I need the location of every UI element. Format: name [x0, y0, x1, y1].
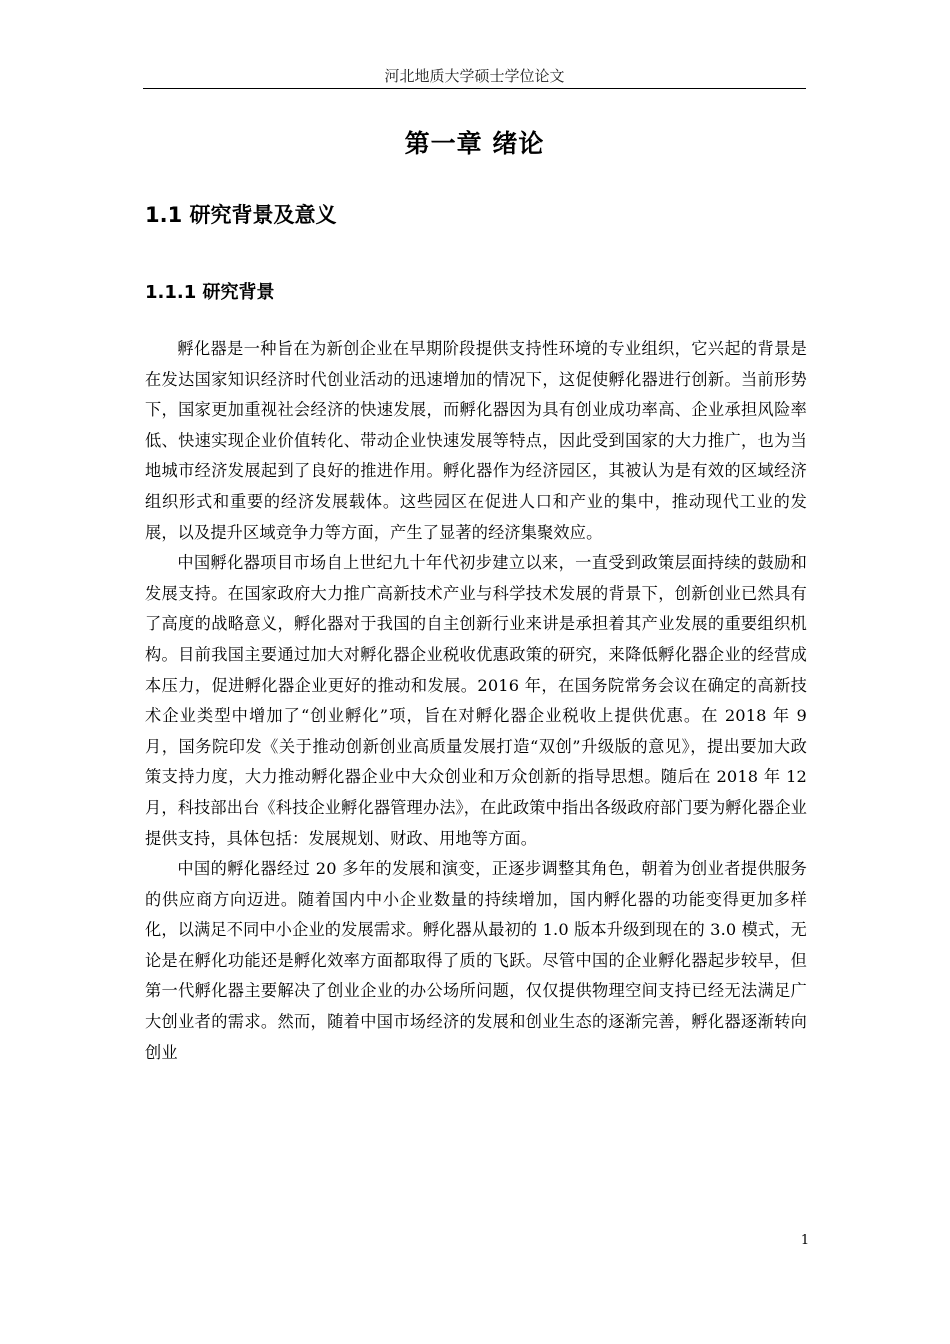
paragraph-2: 中国孵化器项目市场自上世纪九十年代初步建立以来，一直受到政策层面持续的鼓励和发展支持。在国家政府大力推广高新技术产业与科学技术发展的背景下，创新创业已然具有了高度的战略意义，孵化器对于我国的自主创新行业来讲是承担着其产业发展的重要组织机构。目前我国主要通过加大对孵化器企业税收优惠政策的研究，来降低孵化器企业的经营成本压力，促进孵化器企业更好的推动和发展。2016 年，在国务院常务会议在确定的高新技术企业类型中增加了“创业孵化”项，旨在对孵化器企业税收上提供优惠。在 2018 年 9 月，国务院印发《关于推动创新创业高质量发展打造“双创”升级版的意见》，提出要加大政策支持力度，大力推动孵化器企业中大众创业和万众创新的指导思想。随后在 2018 年 12 月，科技部出台《科技企业孵化器管理办法》，在此政策中指出各级政府部门要为孵化器企业提供支持，具体包括：发展规划、财政、用地等方面。 — [145, 553, 807, 848]
paragraph-3: 中国的孵化器经过 20 多年的发展和演变，正逐步调整其角色，朝着为创业者提供服务的供应商方向迈进。随着国内中小企业数量的持续增加，国内孵化器的功能变得更加多样化，以满足不同中小企业的发展需求。孵化器从最初的 1.0 版本升级到现在的 3.0 模式，无论是在孵化功能还是孵化效率方面都取得了质的飞跃。尽管中国的企业孵化器起步较早，但第一代孵化器主要解决了创业企业的办公场所问题，仅仅提供物理空间支持已经无法满足广大创业者的需求。然而，随着中国市场经济的发展和创业生态的逐渐完善，孵化器逐渐转向创业 — [145, 859, 807, 1062]
running-header: 河北地质大学硕士学位论文 — [384, 67, 565, 85]
subsection-heading: 1.1.1 研究背景 — [145, 282, 275, 303]
header-divider — [143, 88, 806, 89]
chapter-title: 第一章 绪论 — [404, 129, 545, 158]
body-text — [145, 334, 807, 1068]
paragraph-1: 孵化器是一种旨在为新创企业在早期阶段提供支持性环境的专业组织，它兴起的背景是在发达国家知识经济时代创业活动的迅速增加的情况下，这促使孵化器进行创新。当前形势下，国家更加重视社会经济的快速发展，而孵化器因为具有创业成功率高、企业承担风险率低、快速实现企业价值转化、带动企业快速发展等特点，因此受到国家的大力推广，也为当地城市经济发展起到了良好的推进作用。孵化器作为经济园区，其被认为是有效的区域经济组织形式和重要的经济发展载体。这些园区在促进人口和产业的集中，推动现代工业的发展，以及提升区域竞争力等方面，产生了显著的经济集聚效应。 — [145, 339, 807, 542]
page-number: 1 — [800, 1233, 810, 1248]
section-heading: 1.1 研究背景及意义 — [145, 203, 337, 227]
